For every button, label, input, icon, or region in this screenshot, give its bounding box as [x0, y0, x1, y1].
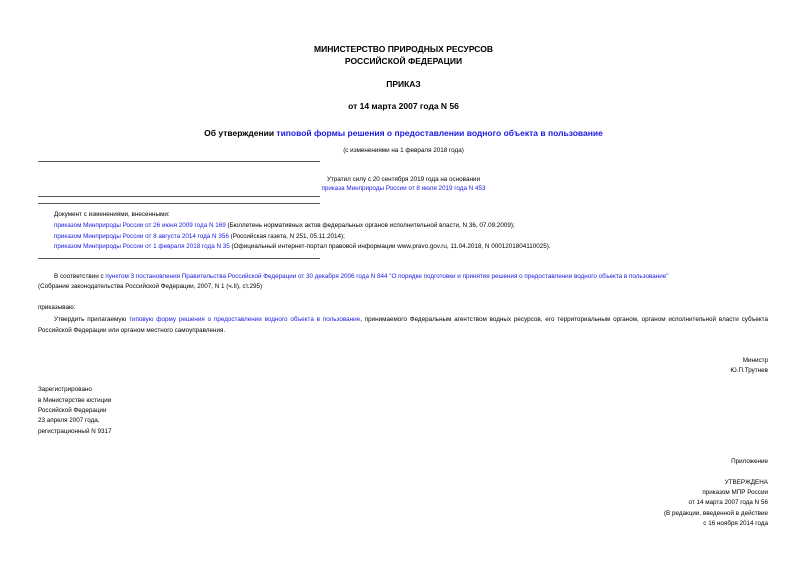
expired-note: Утратил силу с 20 сентября 2019 года на основании: [327, 176, 480, 183]
appendix-line: приказом МПР России: [702, 489, 768, 496]
appendix-line: от 14 марта 2007 года N 56: [688, 499, 768, 506]
preamble-link[interactable]: пунктом 3 постановления Правительства Российской Федерации от 30 декабря 2006 года N 844 "О порядке подготовки и принятия решения о предоставлении водного объекта в пользование": [105, 273, 669, 280]
document-type: ПРИКАЗ: [386, 79, 421, 89]
ministry-name-line2: РОССИЙСКОЙ ФЕДЕРАЦИИ: [344, 56, 463, 66]
changes-item: [54, 233, 345, 240]
amended-note: (с изменениями на 1 февраля 2018 года): [343, 147, 464, 154]
signature-name: Ю.П.Трутнев: [730, 367, 768, 374]
document-date: от 14 марта 2007 года N 56: [348, 101, 459, 111]
appendix-line: (В редакции, введенной в действие: [663, 510, 768, 517]
document-title: [0, 128, 807, 138]
divider: [38, 203, 320, 204]
registration-line: регистрационный N 9317: [38, 428, 112, 435]
preamble-source: (Собрание законодательства Российской Федерации, 2007, N 1 (ч.II), ст.295): [38, 283, 263, 290]
appendix-label: Приложение: [731, 458, 768, 465]
changes-item-text: (Бюллетень нормативных актов федеральных органов исполнительной власти, N 36, 07.09.2009);: [225, 222, 515, 229]
signature-position: Министр: [742, 357, 768, 364]
changes-item-text: (Российская газета, N 251, 05.11.2014);: [228, 233, 345, 240]
changes-item: [54, 243, 551, 250]
order-suffix: , принимаемого Федеральным агентством водных ресурсов, его территориальным органом, органом исполнительной власти субъекта Российской Федерации или органом местного самоуправления.: [38, 316, 768, 334]
changes-item-text: (Официальный интернет-портал правовой информации www.pravo.gov.ru, 11.04.2018, N 0001201804110025).: [229, 243, 551, 250]
registration-line: Зарегистрировано: [38, 386, 92, 393]
divider: [38, 161, 320, 162]
order-prefix: Утвердить прилагаемую: [54, 316, 130, 323]
changes-item: [54, 222, 515, 229]
divider: [38, 258, 320, 259]
order-paragraph: [38, 315, 768, 336]
preamble-prefix: В соответствии с: [54, 273, 106, 280]
registration-line: в Министерстве юстиции: [38, 397, 112, 404]
registration-line: Российской Федерации: [38, 407, 107, 414]
changes-item-link[interactable]: приказом Минприроды России от 8 августа 2014 года N 356: [54, 233, 229, 240]
divider: [38, 196, 320, 197]
order-link[interactable]: типовую форму решения о предоставлении водного объекта в пользование: [129, 316, 361, 323]
ministry-name-line1: МИНИСТЕРСТВО ПРИРОДНЫХ РЕСУРСОВ: [314, 44, 493, 54]
expired-link[interactable]: приказа Минприроды России от 8 июля 2019 года N 453: [321, 185, 486, 192]
registration-line: 23 апреля 2007 года,: [38, 417, 100, 424]
appendix-line: с 16 ноября 2014 года: [703, 520, 768, 527]
changes-intro: Документ с изменениями, внесенными:: [54, 211, 170, 218]
changes-item-link[interactable]: приказом Минприроды России от 26 июня 2009 года N 169: [54, 222, 226, 229]
order-word: приказываю:: [38, 304, 76, 311]
approved-label: УТВЕРЖДЕНА: [724, 479, 768, 486]
title-link[interactable]: типовой формы решения о предоставлении водного объекта в пользование: [276, 128, 603, 138]
preamble-line1: [54, 273, 669, 280]
changes-item-link[interactable]: приказом Минприроды России от 1 февраля 2018 года N 35: [54, 243, 230, 250]
title-prefix: Об утверждении: [204, 128, 277, 138]
